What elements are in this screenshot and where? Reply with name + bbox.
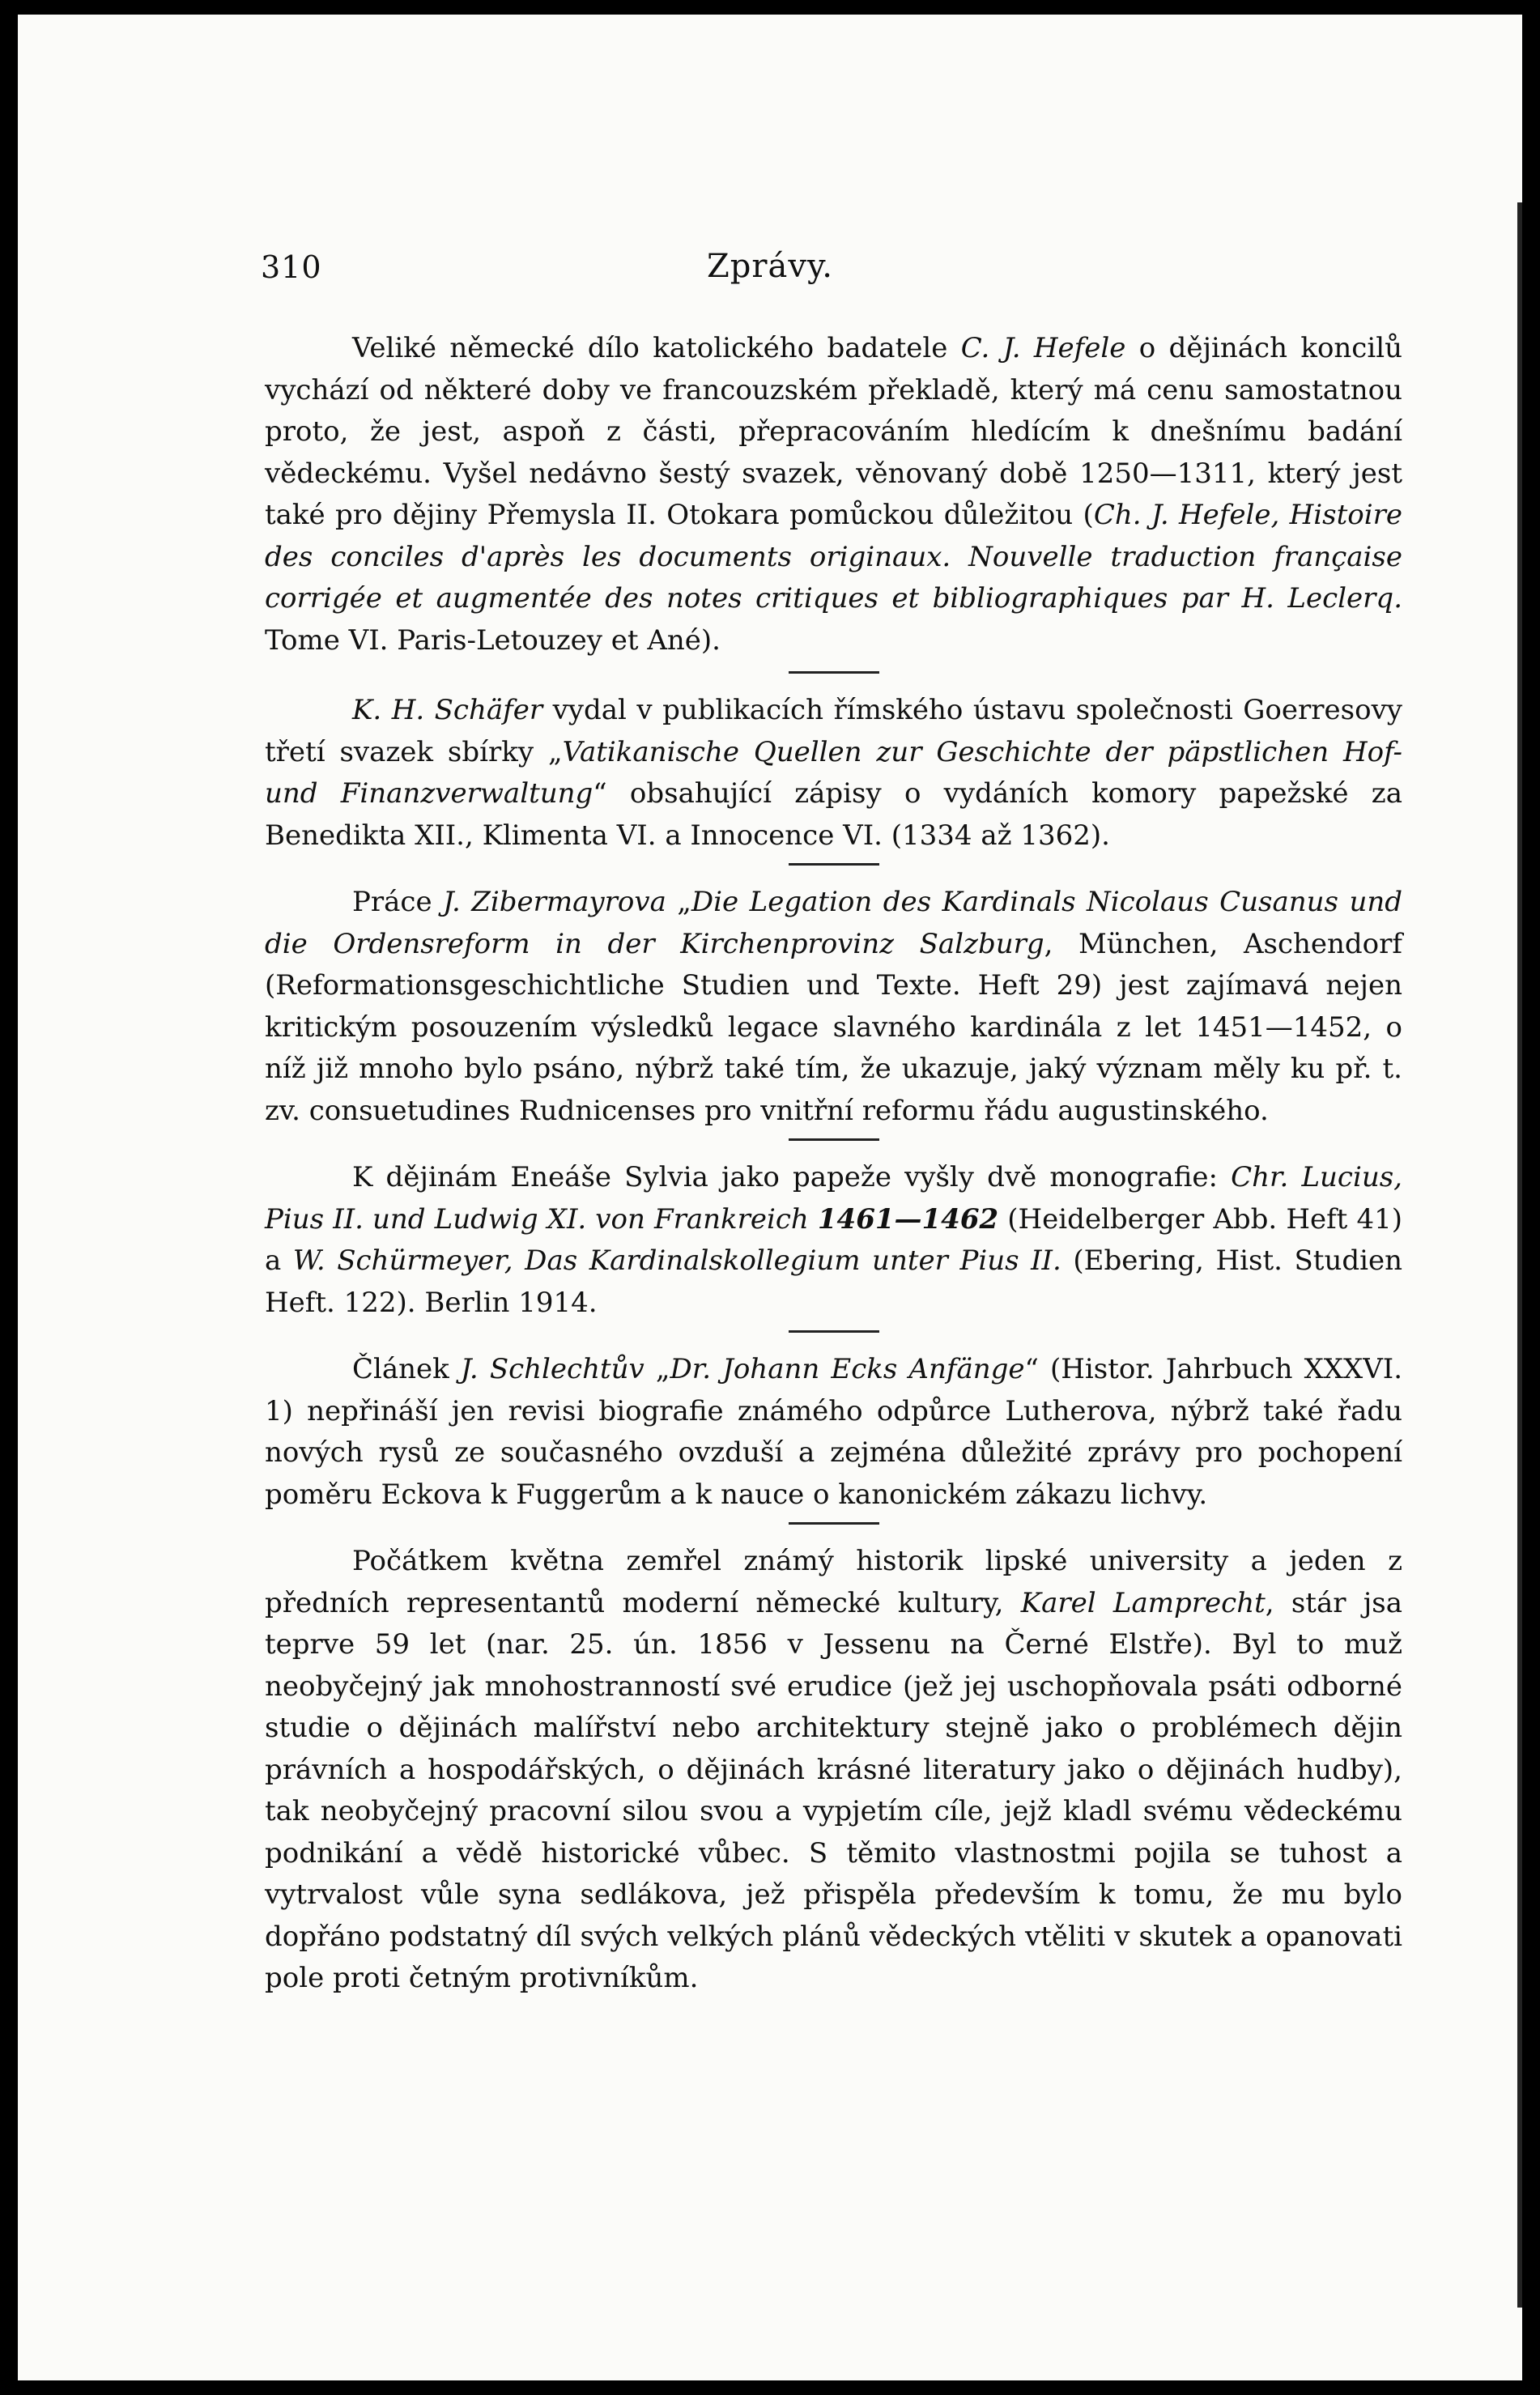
text-segment: (Heidelberger Abb. Heft 41) a xyxy=(265,1202,1402,1277)
text-segment: K dějinám Eneáše Sylvia jako papeže vyšly dvě monografie: xyxy=(352,1161,1232,1193)
text-segment: , München, Aschendorf (Reformationsgeschichtliche Studien und Texte. Heft 29) jest zajímavá nejen kritickým posouzením výsledků legace slavného kardinála z let 1451—1452, o níž již mnoho bylo psáno, nýbrž také tím, že ukazuje, jaký význam měly ku př. t. zv. consuetudines Rudnicenses pro vnitřní reformu řádu augustinského. xyxy=(265,927,1402,1127)
text-segment: „ xyxy=(666,886,691,918)
text-segment: Veliké německé dílo katolického badatele xyxy=(352,332,961,364)
page-number: 310 xyxy=(261,249,322,285)
news-entry-eneas-sylvius xyxy=(265,1157,1402,1324)
news-entry-hefele xyxy=(265,328,1402,661)
news-entry-lamprecht xyxy=(265,1541,1402,2000)
news-entry-schlecht xyxy=(265,1349,1402,1516)
running-title: Zprávy. xyxy=(707,248,833,285)
text-segment: Práce xyxy=(352,886,444,918)
text-segment: , stár jsa teprve 59 let (nar. 25. ún. 1856 v Jessenu na Černé Elstře). Byl to muž neobyčejný jak mnohostranností své erudice (jež jej uschopňovala psáti odborné studie o dějinách malířství nebo architektury stejně jako o problémech dějin právních a hospodářských, o dějinách krásné literatury jako o dějinách hudby), tak neobyčejný pracovní silou svou a vypjetím cíle, jejž kladl svému vědeckému podnikání a vědě historické vůbec. S těmito vlastnostmi pojila se tuhost a vytrvalost vůle syna sedlákova, jež přispěla především k tomu, že mu bylo dopřáno podstatný díl svých velkých plánů vědeckých vtěliti v skutek a opanovati pole proti četným protivníkům. xyxy=(265,1586,1402,1994)
text-segment: o dějinách koncilů vychází od některé doby ve francouzském překladě, který má cenu samostatnou proto, že jest, aspoň z části, přepracováním hledícím k dnešnímu badání vědeckému. Vyšel nedávno šestý svazek, věnovaný době 1250—1311, který jest také pro dějiny Přemysla II. Otokara pomůckou důležitou ( xyxy=(265,332,1402,531)
text-segment: Vatikanische Quellen zur Geschichte der päpstlichen Hof- und Finanzverwaltung xyxy=(265,735,1402,810)
text-segment: W. Schürmeyer, Das Kardinalskollegium unter Pius II. xyxy=(292,1244,1061,1277)
section-divider xyxy=(789,1138,879,1141)
page-header xyxy=(0,249,1540,298)
section-divider xyxy=(789,1330,879,1333)
news-entry-schafer xyxy=(265,690,1402,857)
text-segment: Ch. J. Hefele, Histoire des conciles d'après les documents originaux. Nouvelle traduction française corrigée et augmentée des notes critiques et bibliographiques par H. Leclerq. xyxy=(265,499,1403,615)
text-segment: Karel Lamprecht xyxy=(1020,1586,1266,1619)
page-edge-shadow xyxy=(1517,202,1522,2308)
text-segment: „ xyxy=(644,1353,670,1385)
text-segment xyxy=(809,1203,818,1236)
text-segment: C. J. Hefele xyxy=(960,332,1126,364)
text-segment: Počátkem května zemřel známý historik lipské university a jeden z předních representantů moderní německé kultury, xyxy=(265,1545,1402,1619)
news-entry-zibermayr xyxy=(265,882,1402,1132)
text-segment: “ (Histor. Jahrbuch XXXVI. 1) nepřináší jen revisi biografie známého odpůrce Lutherova, nýbrž také řadu nových rysů ze současného ovzduší a zejména důležité zprávy pro pochopení poměru Eckova k Fuggerům a k nauce o kanonickém zákazu lichvy. xyxy=(265,1353,1403,1511)
text-segment: Die Legation des Kardinals Nicolaus Cusanus und die Ordensreform in der Kirchenprovinz Salzburg xyxy=(265,886,1403,960)
section-divider xyxy=(789,671,879,674)
text-segment: (Ebering, Hist. Studien Heft. 122). Berlin 1914. xyxy=(265,1244,1403,1319)
section-divider xyxy=(789,1522,879,1525)
section-divider xyxy=(789,863,879,866)
text-segment: K. H. Schäfer xyxy=(352,694,543,726)
page-body xyxy=(265,328,1402,2000)
text-segment: Tome VI. Paris-Letouzey et Ané). xyxy=(265,623,721,657)
text-segment: Článek xyxy=(352,1353,461,1385)
text-segment: J. Zibermayrova xyxy=(443,886,666,918)
text-segment: J. Schlechtův xyxy=(460,1353,645,1385)
text-segment: vydal v publikacích římského ústavu společnosti Goerresovy třetí svazek sbírky „ xyxy=(265,694,1402,768)
text-segment: 1461—1462 xyxy=(817,1202,999,1236)
text-segment: Dr. Johann Ecks Anfänge xyxy=(670,1353,1025,1385)
text-segment: “ obsahující zápisy o vydáních komory papežské za Benedikta XII., Klimenta VI. a Innocence VI. (1334 až 1362). xyxy=(265,777,1402,852)
text-segment: Chr. Lucius, Pius II. und Ludwig XI. von Frankreich xyxy=(265,1161,1402,1236)
